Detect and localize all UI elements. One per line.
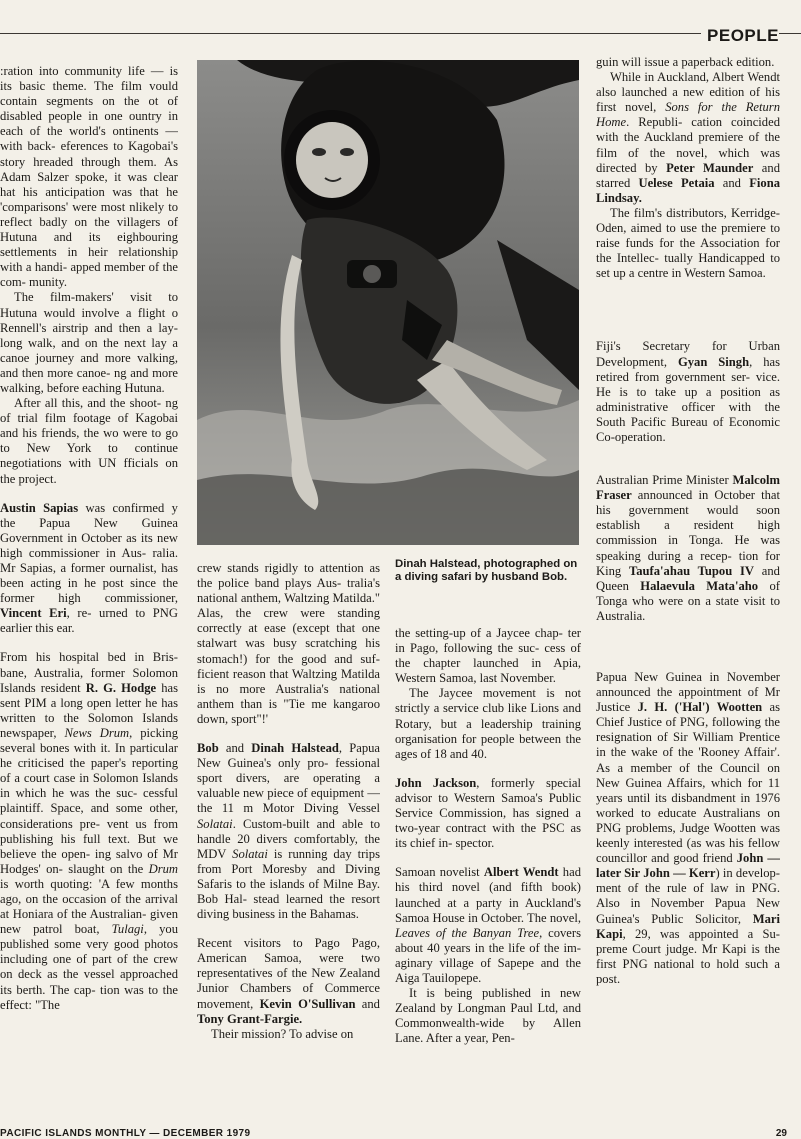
paragraph: Recent visitors to Pago Pago, American Samoa, were two representatives of the New Zealand Junior Chambers of Commerce movement, Kevin O'Sullivan and Tony Grant-Fargie. <box>197 936 380 1026</box>
person-name: Uelese Petaia <box>638 175 715 190</box>
vessel-name: Solatai <box>197 816 233 831</box>
paragraph: Fiji's Secretary for Urban Development, Gyan Singh, has retired from government ser- vice. He is to take up a position as administrative officer with the South Pacific Bureau of Economic Co-operation. <box>596 339 780 444</box>
book-title: Sons for the Return Home <box>596 100 780 130</box>
vessel-name: Solatai <box>232 846 268 861</box>
paragraph: crew stands rigidly to attention as the police band plays Aus- tralia's national anthem, Waltzing Matilda." Alas, the crew were standing correctly at ease (except that one stalwart was busy scratching his stomach!) for the good and suf- ficient reason that Waltzing Matilda is no more Australia's national anthem than is "Tie me kangaroo down, sport"!' <box>197 561 380 726</box>
paragraph: guin will issue a paperback edition. <box>596 55 775 69</box>
person-name: Dinah Halstead <box>251 741 339 756</box>
header-rule <box>0 33 801 34</box>
person-name: Austin Sapias <box>0 500 79 515</box>
paragraph: Australian Prime Minister Malcolm Fraser announced in October that his government would soon establish a resident high commission in Tonga. He was speaking during a recep- tion for King Taufa'ahau Tupou IV and Queen Halaevula Mata'aho of Tonga who were on a state visit to Australia. <box>596 473 780 623</box>
person-name: J. H. ('Hal') Wootten <box>637 700 763 715</box>
paragraph: Papua New Guinea in November announced the appointment of Mr Justice J. H. ('Hal') Wootten as Chief Justice of PNG, following the resignation of Sir William Prentice in the wake of the 'Rooney Affair'. As a member of the Council on New Guinea Affairs, which for 11 years until its disbandment in 1976 worked to educate Australians on PNG problems, Judge Wootten was keenly interested (as was his fellow councillor and good friend John — later Sir John — Kerr) in develop- ment of the rule of law in PNG. Also in November Papua New Guinea's Public Solicitor, Mari Kapi, 29, was appointed a Su- preme Court judge. Mr Kapi is the first PNG national to hold such a post. <box>596 670 780 986</box>
paragraph: While in Auckland, Albert Wendt also launched a new edition of his first novel, Sons for the Return Home. Republi- cation coincided with the Auckland premiere of the film of the novel, which was directed by Peter Maunder and starred Uelese Petaia and Fiona Lindsay. <box>596 70 780 205</box>
person-name: R. G. Hodge <box>85 680 157 695</box>
diver-photo <box>197 60 579 545</box>
diver-photo-illustration <box>197 60 579 545</box>
book-title: Leaves of the Banyan Tree <box>395 925 540 940</box>
person-name: John Jackson <box>395 775 477 790</box>
publication-title: Drum <box>148 861 178 876</box>
running-footer: PACIFIC ISLANDS MONTHLY — DECEMBER 1979 <box>0 1128 251 1139</box>
paragraph: From his hospital bed in Bris- bane, Australia, former Solomon Islands resident R. G. Hodge has sent PIM a long open letter he has written to the Solomon Islands newspaper, News Drum, picking several bones with it. In particular he criticised the paper's reporting of a court case in Solomon Islands in which he was the suc- cessful plaintiff. Space, and some other, considerations pre- vent us from publishing his full text. But we believe the open- ing salvo of Mr Hodges' on- slaught on the Drum is worth quoting: 'A few months ago, on the occasion of the arrival at Honiara of the Australian- given new patrol boat, Tulagi, you published some very good photos including one of part of the crew on deck as the vessel approached its berth. The cap- tion was to the effect: "The <box>0 650 178 1012</box>
person-name: Peter Maunder <box>666 160 754 175</box>
person-name: Halaevula Mata'aho <box>640 578 759 593</box>
column-1 <box>0 64 178 1124</box>
paragraph: Austin Sapias was confirmed y the Papua New Guinea Government in October as its new high commissioner in Aus- ralia. Mr Sapias, a former ournalist, has been acting in he post since the former high commissioner, Vincent Eri, re- urned to PNG earlier this ear. <box>0 500 178 636</box>
section-label: PEOPLE <box>701 26 779 46</box>
paragraph: The film-makers' visit to Hutuna would involve a flight o Rennell's airstrip and then a lay-long walk, and on the next lay a canoe journey and more valking, and then more canoe- ng and more walking, before eaching Hutuna. <box>0 290 178 395</box>
paragraph: John Jackson, formerly special advisor to Western Samoa's Public Service Commission, has signed a two-year contract with the PSC as its chief in- spector. <box>395 775 581 851</box>
paragraph: :ration into community life — is its basic theme. The film vould contain segments on the ot of disabled people in one ountry in each of the world's ontinents — with back- eferences to Kagobai's story hreaded through them. As Adam Salzer spoke, it was clear hat his anticipation was that he 'comparisons' were most nlikely to reflect badly on the villagers of Hutuna and its eighbouring settlements in heir relationship with a handi- apped member of the com- munity. <box>0 64 178 290</box>
paragraph: Samoan novelist Albert Wendt had his third novel (and fifth book) launched at a party in Auckland's Samoa House in October. The novel, Leaves of the Banyan Tree, covers about 40 years in the life of the im- aginary village of Sapepe and the Aiga Tauilopepe. <box>395 865 581 985</box>
person-name: Taufa'ahau Tupou IV <box>628 563 755 578</box>
column-4 <box>596 55 780 1124</box>
person-name: Bob <box>197 741 219 756</box>
paragraph: Bob and Dinah Halstead, Papua New Guinea's only pro- fessional sport divers, are operating a valuable new piece of equipment — the 11 m Motor Diving Vessel Solatai. Custom-built and able to handle 20 divers comfortably, the MDV Solatai is running day trips from Port Moresby and Diving Safaris to the islands of Milne Bay. Bob Hal- stead learned the resort diving business in the Bahamas. <box>197 741 380 922</box>
person-name: Tony Grant-Fargie. <box>197 1011 303 1026</box>
paragraph: The Jaycee movement is not strictly a service club like Lions and Rotary, but a leadership training organisation for people between the ages of 18 and 40. <box>395 686 581 761</box>
person-name: John — later Sir John — Kerr <box>596 851 780 881</box>
paragraph: the setting-up of a Jaycee chap- ter in Pago, following the suc- cess of the chapter launched in Apia, Western Samoa, last November. <box>395 626 581 686</box>
person-name: Vincent Eri <box>0 606 67 621</box>
person-name: Kevin O'Sullivan <box>259 996 356 1011</box>
column-2 <box>197 561 380 1124</box>
paragraph: It is being published in new Zealand by Longman Paul Ltd, and Commonwealth-wide by Allen Lane. After a year, Pen- <box>395 986 581 1046</box>
person-name: Malcolm Fraser <box>596 473 780 503</box>
person-name: Mari Kapi <box>596 911 780 941</box>
paragraph: The film's distributors, Kerridge-Oden, aimed to use the premiere to raise funds for the Association for the Intellec- tually Handicapped to set up a centre in Western Samoa. <box>596 205 780 281</box>
column-3 <box>395 626 581 1124</box>
person-name: Gyan Singh <box>677 354 750 369</box>
paragraph: After all this, and the shoot- ng of trial film footage of Kagobai and his friends, the wo were to go to New York to continue negotiations with UN fficials on the project. <box>0 396 178 486</box>
page-number: 29 <box>775 1128 787 1139</box>
publication-title: News Drum <box>64 725 130 740</box>
photo-caption: Dinah Halstead, photographed on a diving safari by husband Bob. <box>395 558 578 583</box>
person-name: Fiona Lindsay. <box>596 175 780 205</box>
vessel-name: Tulagi <box>111 922 144 937</box>
person-name: Albert Wendt <box>483 865 559 880</box>
paragraph: Their mission? To advise on <box>211 1026 354 1041</box>
